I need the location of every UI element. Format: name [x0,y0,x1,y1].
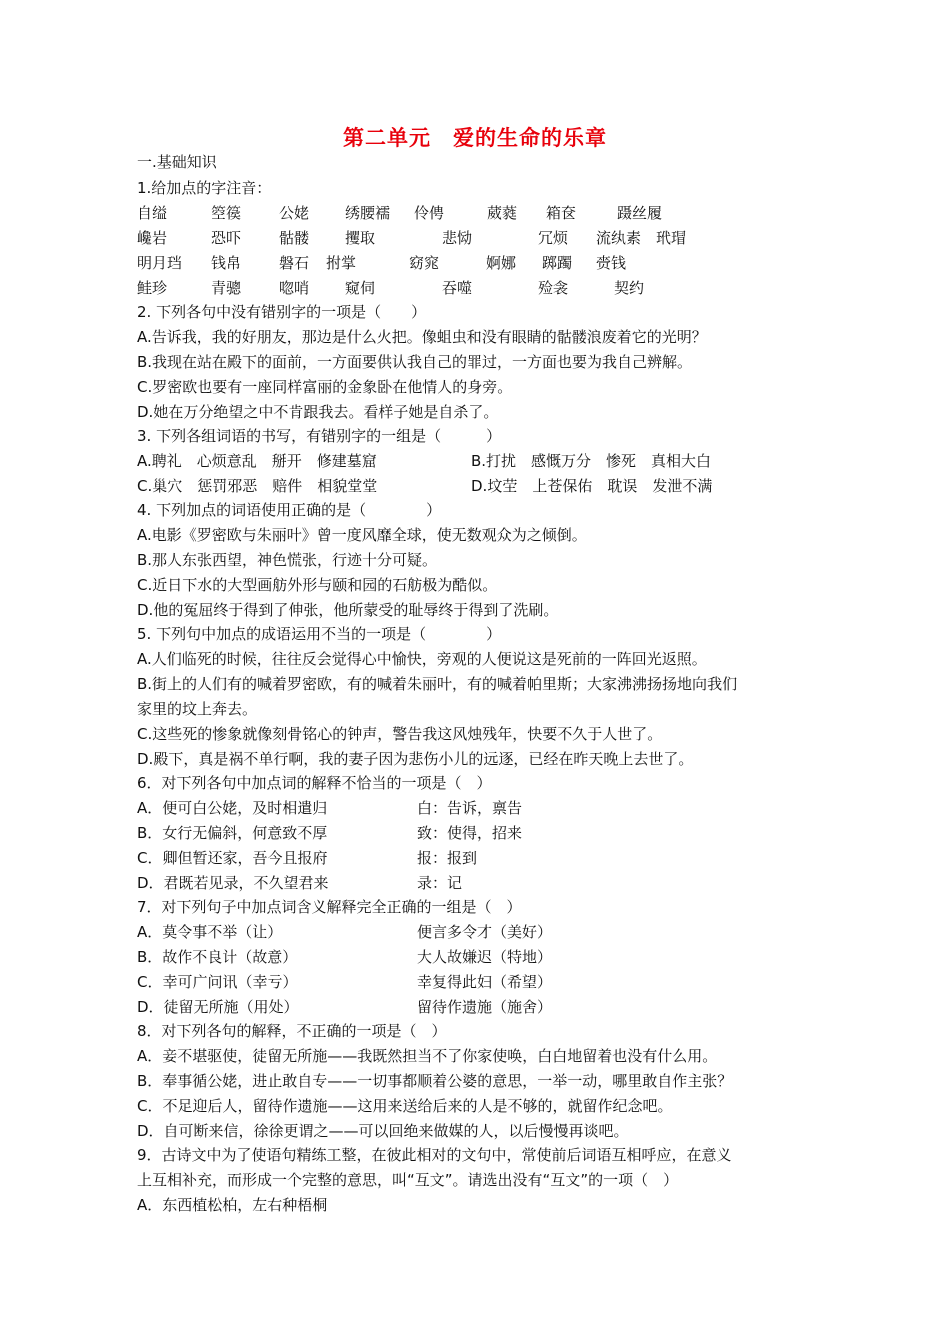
q1-word: 伶俜 [414,204,445,222]
question-5-stem: 5. 下列句中加点的成语运用不当的一项是（ ） [137,625,502,643]
q6-sentence: D．君既若见录，不久望君来 [137,874,329,892]
q5-option-a: A.人们临死的时候，往往反会觉得心中愉快，旁观的人便说这是死前的一阵回光返照。 [137,650,707,668]
q5-option-b: B.街上的人们有的喊着罗密欧，有的喊着朱丽叶，有的喊着帕里斯；大家沸沸扬扬地向我们 [137,675,738,693]
q6-explanation: 录：记 [417,874,463,892]
q1-word: 公姥 [279,204,310,222]
section-heading: 一.基础知识 [137,153,217,171]
q1-word: 骷髅 [279,229,310,247]
q2-option-c: C.罗密欧也要有一座同样富丽的金象卧在他情人的身旁。 [137,378,513,396]
q7-left: D．徒留无所施（用处） [137,998,299,1016]
q1-word: 冗烦 [538,229,569,247]
question-9-stem: 9．古诗文中为了使语句精练工整，在彼此相对的文句中，常使前后词语互相呼应，在意义 [137,1146,732,1164]
q1-word: 蹑丝履 [617,204,663,222]
q3-option-d: D.坟茔 上苍保佑 耽误 发泄不满 [471,477,713,495]
q3-option-a: A.聘礼 心烦意乱 掰开 修建墓窟 [137,452,377,470]
q1-word: 箜篌 [211,204,242,222]
q1-word: 契约 [614,279,645,297]
q1-word: 钱帛 [211,254,242,272]
q7-right: 留待作遗施（施舍） [417,998,553,1016]
q5-option-d: D.殿下，真是祸不单行啊，我的妻子因为悲伤小儿的远逐，已经在昨天晚上去世了。 [137,750,694,768]
question-3-stem: 3. 下列各组词语的书写，有错别字的一组是（ ） [137,427,502,445]
q1-word: 赍钱 [596,254,627,272]
q2-option-a: A.告诉我，我的好朋友，那边是什么火把。像蛆虫和没有眼睛的骷髅浪废着它的光明？ [137,328,707,346]
q2-option-d: D.她在万分绝望之中不肯跟我去。看样子她是自杀了。 [137,403,499,421]
q7-left: B．故作不良计（故意） [137,948,298,966]
q1-word: 踯躅 [542,254,573,272]
q1-word: 葳蕤 [487,204,518,222]
question-8-stem: 8．对下列各句的解释，不正确的一项是（ ） [137,1022,447,1040]
q1-word: 攫取 [345,229,376,247]
q6-explanation: 白：告诉，禀告 [417,799,523,817]
q7-right: 便言多令才（美好） [417,923,553,941]
q6-sentence: C．卿但暂还家，吾今且报府 [137,849,328,867]
q5-option-b-continued: 家里的坟上奔去。 [137,700,258,718]
q6-explanation: 报：报到 [417,849,478,867]
q1-word: 箱奁 [546,204,577,222]
q1-word: 窥伺 [345,279,376,297]
q8-option-d: D．自可断来信，徐徐更谓之——可以回绝来做媒的人，以后慢慢再谈吧。 [137,1122,629,1140]
q1-word: 巉岩 [137,229,168,247]
q3-option-c: C.巢穴 惩罚邪恶 赔件 相貌堂堂 [137,477,378,495]
q1-word: 恐吓 [211,229,242,247]
q8-option-c: C．不足迎后人，留待作遗施——这用来送给后来的人是不够的，就留作纪念吧。 [137,1097,673,1115]
q8-option-b: B．奉事循公姥，进止敢自专——一切事都顺着公婆的意思，一举一动，哪里敢自作主张？ [137,1072,733,1090]
q1-word: 流纨素 [596,229,642,247]
question-4-stem: 4. 下列加点的词语使用正确的是（ ） [137,501,442,519]
q1-word: 玳瑁 [656,229,687,247]
q7-right: 大人故嫌迟（特地） [417,948,553,966]
q6-sentence: A．便可白公姥，及时相遣归 [137,799,328,817]
question-6-stem: 6．对下列各句中加点词的解释不恰当的一项是（ ） [137,774,492,792]
q1-word: 婀娜 [486,254,517,272]
q4-option-d: D.他的冤屈终于得到了伸张，他所蒙受的耻辱终于得到了洗刷。 [137,601,559,619]
q1-word: 青骢 [211,279,242,297]
q1-word: 绣腰襦 [345,204,391,222]
q2-option-b: B.我现在站在殿下的面前，一方面要供认我自己的罪过，一方面也要为我自己辨解。 [137,353,693,371]
q1-word: 吞噬 [442,279,473,297]
q1-word: 殓衾 [538,279,569,297]
q4-option-a: A.电影《罗密欧与朱丽叶》曾一度风靡全球，使无数观众为之倾倒。 [137,526,587,544]
question-9-stem-continued: 上互相补充，而形成一个完整的意思，叫“互文”。请选出没有“互文”的一项（ ） [137,1171,679,1189]
q1-word: 鲑珍 [137,279,168,297]
q7-left: C．幸可广问讯（幸亏） [137,973,298,991]
q1-word: 明月珰 [137,254,183,272]
question-1-stem: 1.给加点的字注音： [137,179,272,197]
q5-option-c: C.这些死的惨象就像刻骨铭心的钟声，警告我这风烛残年，快要不久于人世了。 [137,725,663,743]
q7-right: 幸复得此妇（希望） [417,973,553,991]
q1-word: 拊掌 [326,254,357,272]
q6-explanation: 致：使得，招来 [417,824,523,842]
q1-word: 自缢 [137,204,168,222]
q1-word: 唿哨 [279,279,310,297]
q1-word: 悲恸 [442,229,473,247]
q4-option-b: B.那人东张西望，神色慌张，行迹十分可疑。 [137,551,438,569]
question-2-stem: 2. 下列各句中没有错别字的一项是（ ） [137,303,427,321]
q1-word: 窈窕 [409,254,440,272]
q8-option-a: A．妾不堪驱使，徒留无所施——我既然担当不了你家使唤，白白地留着也没有什么用。 [137,1047,718,1065]
question-7-stem: 7．对下列句子中加点词含义解释完全正确的一组是（ ） [137,898,522,916]
q9-option-a: A．东西植松柏，左右种梧桐 [137,1196,328,1214]
page-title: 第二单元 爱的生命的乐章 [343,126,607,150]
q4-option-c: C.近日下水的大型画舫外形与颐和园的石舫极为酷似。 [137,576,498,594]
q6-sentence: B．女行无偏斜，何意致不厚 [137,824,328,842]
q1-word: 磐石 [279,254,310,272]
q7-left: A．莫令事不举（让） [137,923,283,941]
q3-option-b: B.打扰 感慨万分 惨死 真相大白 [471,452,712,470]
